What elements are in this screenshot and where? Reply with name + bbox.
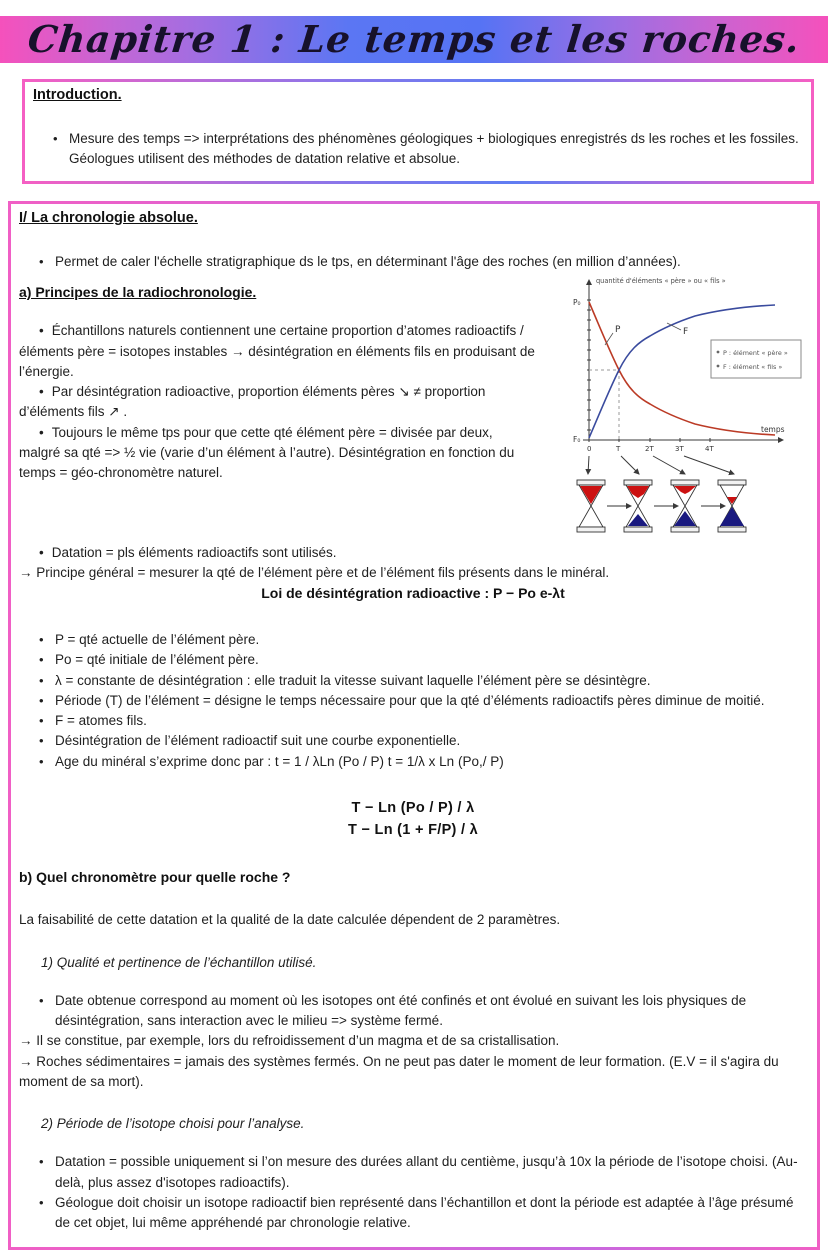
legend-box <box>711 340 801 378</box>
decay-law-title: Loi de désintégration radioactive : P − Po e-λt <box>261 585 565 601</box>
x-tick-2t: 2T <box>645 445 654 454</box>
point1-heading: 1) Qualité et pertinence de l’échantillon utilisé. <box>41 954 317 970</box>
notes-page <box>0 16 828 1230</box>
definition-f: • F = atomes fils. <box>19 711 807 731</box>
sub-a-bullet-4: • Datation = pls éléments radioactifs sont utilisés. <box>19 543 807 563</box>
bullet-dot: • <box>39 544 44 560</box>
sub-a-bullet-3: • Toujours le même tps pour que cette qté élément père = divisée par deux, malgré sa qté => ½ vie (varie d’un élément à l’autre). Désintégration en fonction du temps = géo-chronomètre naturel. <box>19 424 515 480</box>
age-formula-1: T − Ln (Po / P) / λ <box>351 799 475 816</box>
chapter-title: Chapitre 1 : Le temps et les roches. <box>25 16 803 61</box>
chronologie-absolue-box <box>8 201 820 1250</box>
arrow-t0-icon <box>588 456 589 474</box>
sub-b-intro-line: La faisabilité de cette datation et la qualité de la date calculée dépendent de 2 paramètres. <box>19 912 561 928</box>
x-tick-0: 0 <box>587 445 592 454</box>
point1-bullet: • Date obtenue correspond au moment où les isotopes ont été confinés et ont évolué en suivant les lois physiques de désintégration, sans interaction avec le milieu => système fermé. <box>19 991 807 1032</box>
p0-label: P₀ <box>573 298 581 308</box>
bullet-dot: • <box>39 384 44 399</box>
bullet-dot: • <box>39 323 44 339</box>
point2-bullet-1: • Datation = possible uniquement si l’on mesure des durées allant du centième, jusqu’à 10x la période de l’isotope choisi. (Au-delà, plus assez d'isotopes radioactifs). <box>19 1152 807 1193</box>
section1-lead-bullet: • Permet de caler l'échelle stratigraphique ds le tps, en déterminant l'âge des roches (en million d’années). <box>19 252 807 272</box>
hourglass-t0-icon <box>577 480 605 532</box>
sub-b-heading: b) Quel chronomètre pour quelle roche ? <box>19 869 291 886</box>
x-tick-t: T <box>616 445 621 454</box>
sub-a-block <box>19 277 807 867</box>
sub-a-bullet-2: • Par désintégration radioactive, proportion éléments pères ↘ ≠ proportion d’éléments fils ↗ . <box>19 384 486 420</box>
point1-arrow-2: → Roches sédimentaires = jamais des systèmes fermés. On ne peut pas dater le moment de leur formation. (E.V = il s'agira du moment de sa mort). <box>19 1053 779 1089</box>
legend-dot-f <box>717 365 720 368</box>
sub-a-heading: a) Principes de la radiochronologie. <box>19 284 257 301</box>
y-axis-label: quantité d'éléments « père » ou « fils » <box>596 277 726 286</box>
definition-periode: • Période (T) de l’élément = désigne le temps nécessaire pour que la qté d’éléments radioactifs pères diminue de moitié. <box>19 691 807 711</box>
x-tick-3t: 3T <box>675 445 684 454</box>
point2-bullet-2: • Géologue doit choisir un isotope radioactif bien représenté dans l’échantillon et dont la période est adaptée à l’âge présumé de cet objet, lui même appréhendé par chronologie relative. <box>19 1193 807 1234</box>
chapter-banner <box>0 16 828 63</box>
p-label-connector <box>605 333 613 345</box>
bullet-dot: • <box>39 424 44 440</box>
point2-heading: 2) Période de l’isotope choisi pour l’analyse. <box>41 1116 305 1131</box>
definition-lambda: • λ = constante de désintégration : elle traduit la vitesse suivant laquelle l’élément père se désintègre. <box>19 671 807 691</box>
sub-a-bullet-1: • Échantillons naturels contiennent une certaine proportion d’atomes radioactifs / éléments père = isotopes instables → désintégration en éléments fils en produisant de l’énergie. <box>19 323 535 379</box>
principe-general-line: → Principe général = mesurer la qté de l’élément père et de l’élément fils présents dans le minéral. <box>19 564 610 580</box>
arrow-t1-icon <box>621 456 639 474</box>
introduction-bullet: • Mesure des temps => interprétations des phénomènes géologiques + biologiques enregistrés ds les roches et les fossiles. Géologues utilisent des méthodes de datation relative et absolue. <box>33 129 799 170</box>
introduction-heading: Introduction. <box>33 87 122 103</box>
sub-b-block <box>19 867 807 1233</box>
definition-exponentielle: • Désintégration de l’élément radioactif suit une courbe exponentielle. <box>19 731 807 751</box>
arrow-t2-icon <box>653 456 685 474</box>
legend-p-label: P : élément « père » <box>723 349 788 358</box>
section1-heading: I/ La chronologie absolue. <box>19 210 198 227</box>
radiochronology-figure <box>543 270 811 542</box>
f0-label: F₀ <box>573 435 581 445</box>
age-formula-2: T − Ln (1 + F/P) / λ <box>347 821 479 838</box>
curve-f-label: F <box>683 327 689 338</box>
x-axis-label: temps <box>761 425 785 435</box>
legend-f-label: F : élément « fils » <box>723 363 783 372</box>
legend-dot-p <box>717 351 720 354</box>
point1-arrow-1: → Il se constitue, par exemple, lors du refroidissement d’un magma et de sa cristallisation. <box>19 1033 560 1049</box>
definition-p: • P = qté actuelle de l’élément père. <box>19 630 807 650</box>
x-tick-4t: 4T <box>705 445 714 454</box>
definition-age-mineral: • Age du minéral s’exprime donc par : t = 1 / λLn (Po / P) t = 1/λ x Ln (Po,/ P) <box>19 752 807 772</box>
introduction-box <box>22 79 814 184</box>
definition-po: • Po = qté initiale de l’élément père. <box>19 650 807 670</box>
decay-chart <box>543 270 811 536</box>
arrow-t3-icon <box>684 456 734 474</box>
curve-p-label: P <box>615 325 621 336</box>
